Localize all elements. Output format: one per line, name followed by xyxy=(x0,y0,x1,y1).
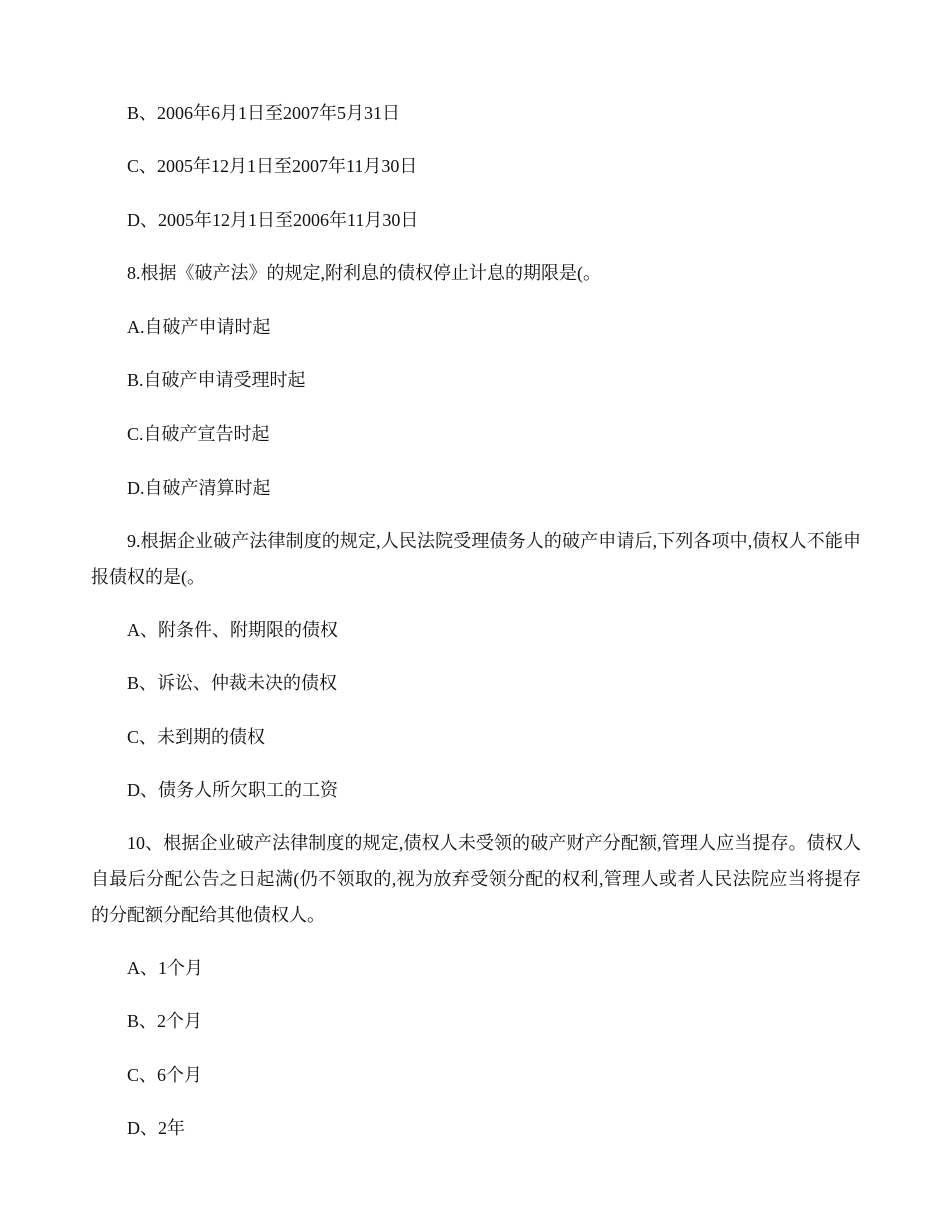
q8-option-b: B.自破产申请受理时起 xyxy=(127,370,306,390)
q9-option-a: A、附条件、附期限的债权 xyxy=(127,620,338,640)
q10-option-d: D、2年 xyxy=(127,1118,185,1138)
q8-stem: 8.根据《破产法》的规定,附利息的债权停止计息的期限是(。 xyxy=(127,263,601,283)
q8-option-c: C.自破产宣告时起 xyxy=(127,424,270,444)
q7-option-b: B、2006年6月1日至2007年5月31日 xyxy=(127,103,401,123)
q8-option-d: D.自破产清算时起 xyxy=(127,478,271,498)
q9-option-b: B、诉讼、仲裁未决的债权 xyxy=(127,673,338,693)
q10-stem: 10、根据企业破产法律制度的规定,债权人未受领的破产财产分配额,管理人应当提存。债权人自最后分配公告之日起满(仍不领取的,视为放弃受领分配的权利,管理人或者人民法院应当将提存的分配额分配给其他债权人。 xyxy=(91,833,861,925)
q10-option-c: C、6个月 xyxy=(127,1065,203,1085)
q10-option-b: B、2个月 xyxy=(127,1011,203,1031)
q7-option-c: C、2005年12月1日至2007年11月30日 xyxy=(127,156,418,176)
q9-option-d: D、债务人所欠职工的工资 xyxy=(127,780,338,800)
q7-option-d: D、2005年12月1日至2006年11月30日 xyxy=(127,210,419,230)
q10-option-a: A、1个月 xyxy=(127,958,203,978)
q9-option-c: C、未到期的债权 xyxy=(127,727,266,747)
q9-stem: 9.根据企业破产法律制度的规定,人民法院受理债务人的破产申请后,下列各项中,债权人不能申报债权的是(。 xyxy=(91,531,861,587)
q8-option-a: A.自破产申请时起 xyxy=(127,317,271,337)
